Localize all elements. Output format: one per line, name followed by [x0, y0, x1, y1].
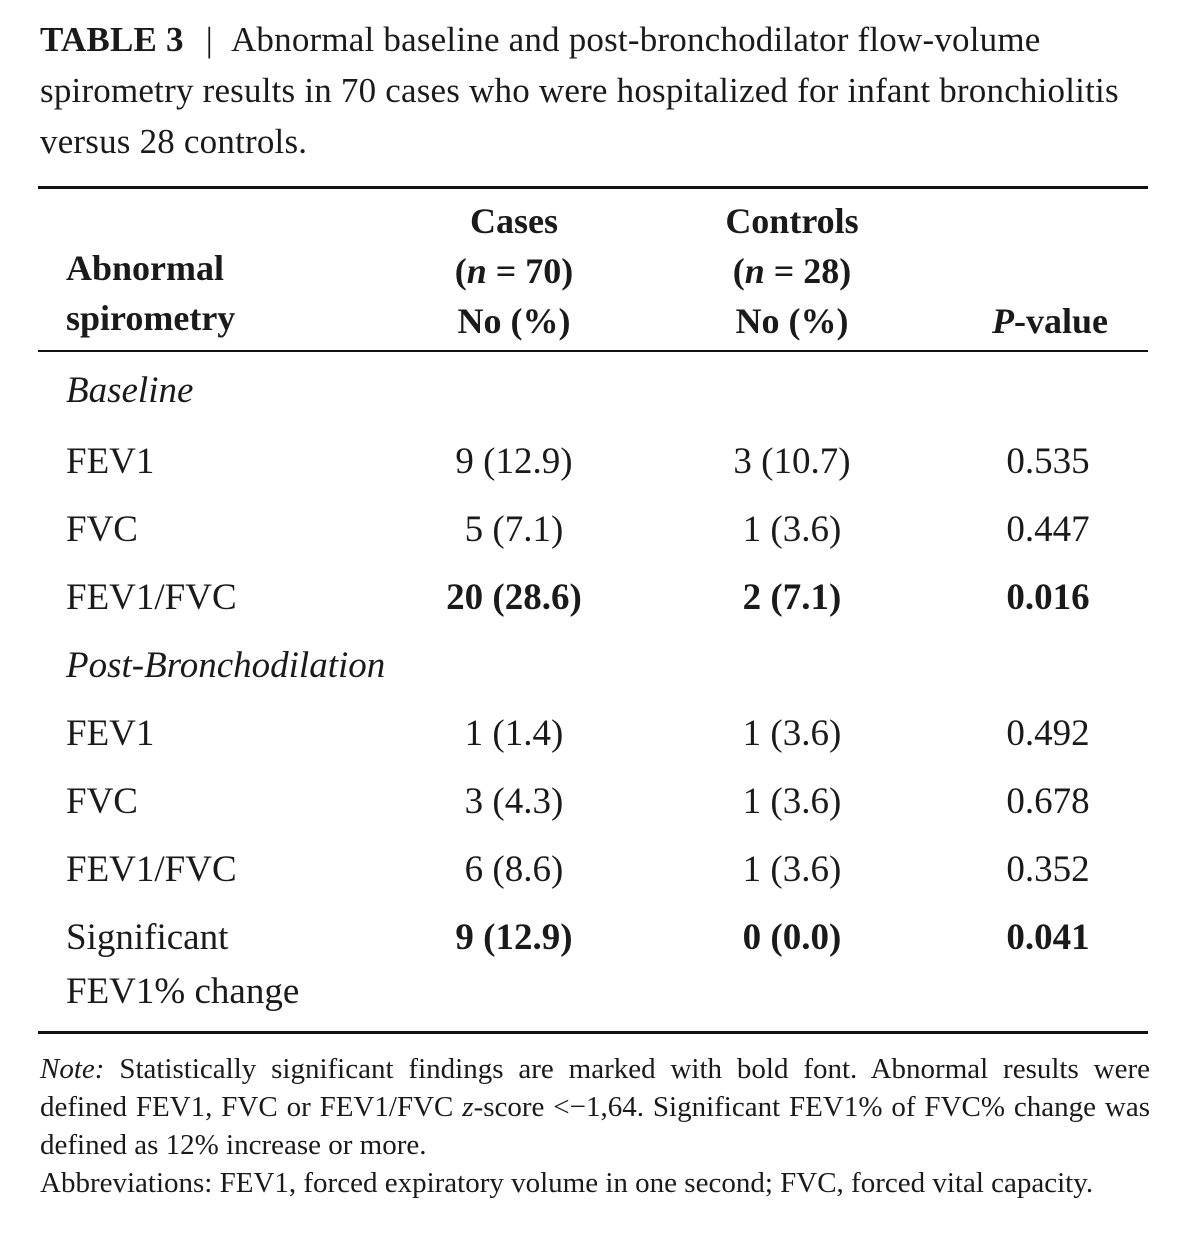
cell-controls: 1 (3.6) [742, 509, 842, 550]
header-cases-title: Cases [470, 201, 558, 241]
row-label: FEV1 [66, 441, 155, 482]
header-controls-n-value: = 28) [764, 251, 852, 291]
row-label: FEV1 [66, 713, 155, 754]
header-cases [384, 196, 644, 346]
header-p-rest: -value [1014, 301, 1108, 341]
cell-controls: 1 (3.6) [742, 849, 842, 890]
header-controls-unit: No (%) [735, 301, 849, 341]
cell-controls: 1 (3.6) [742, 713, 842, 754]
table-caption [40, 14, 1150, 167]
note-text-part2: -score <−1,64. Significant FEV1% of FVC% change was defined as 12% increase or more. [40, 1091, 1151, 1161]
header-controls-n-var: n [744, 251, 765, 291]
table-row [0, 777, 1188, 827]
section-title-baseline: Baseline [66, 370, 194, 411]
header-p-value [940, 296, 1160, 346]
table-row [0, 573, 1188, 623]
table-label: TABLE 3 [40, 20, 184, 59]
cell-p-value: 0.492 [1006, 713, 1090, 754]
cell-cases: 6 (8.6) [464, 849, 564, 890]
cell-cases: 9 (12.9) [455, 441, 573, 482]
header-controls-n: (n = 28) [732, 251, 852, 291]
table-row [0, 845, 1188, 895]
table-row [0, 505, 1188, 555]
row-label-line1: Significant [66, 917, 229, 958]
header-label-line1: Abnormal [66, 248, 225, 288]
section-title-post-bronchodilation: Post-Bronchodilation [66, 645, 386, 686]
header-cases-n: (n = 70) [454, 251, 574, 291]
table-row [0, 913, 1188, 1017]
header-cases-n-value: = 70) [486, 251, 574, 291]
cell-cases: 20 (28.6) [446, 577, 582, 618]
note-z-var: z [462, 1091, 474, 1123]
table-footnote [40, 1050, 1150, 1202]
row-label: FVC [66, 781, 138, 822]
row-label-line2: FEV1% change [66, 971, 300, 1012]
header-controls-title: Controls [725, 201, 859, 241]
header-p-italic: P [992, 301, 1014, 341]
cell-controls: 0 (0.0) [742, 917, 842, 958]
cell-controls: 3 (10.7) [733, 441, 851, 482]
cell-p-value: 0.447 [1006, 509, 1090, 550]
table-header-rule [38, 350, 1148, 352]
cell-cases: 5 (7.1) [464, 509, 564, 550]
footnote-abbreviations: Abbreviations: FEV1, forced expiratory volume in one second; FVC, forced vital capacity. [40, 1167, 1094, 1199]
caption-text: Abnormal baseline and post-bronchodilator flow-volume spirometry results in 70 cases who were hospitalized for infant bronchiolitis versus 28 controls. [40, 20, 1119, 161]
header-label-line2: spirometry [66, 298, 236, 338]
cell-p-value: 0.352 [1006, 849, 1090, 890]
header-cases-unit: No (%) [457, 301, 571, 341]
table-top-rule [38, 186, 1148, 189]
header-abnormal-spirometry [66, 243, 366, 343]
cell-p-value: 0.016 [1006, 577, 1090, 618]
cell-p-value: 0.041 [1006, 917, 1090, 958]
cell-cases: 1 (1.4) [464, 713, 564, 754]
caption-separator: | [205, 20, 213, 59]
table-bottom-rule [38, 1031, 1148, 1034]
note-text-part1: Statistically significant findings are marked with bold font. Abnormal results were defined FEV1, FVC or FEV1/FVC [40, 1053, 1150, 1123]
note-label: Note: [40, 1053, 105, 1085]
cell-controls: 2 (7.1) [742, 577, 842, 618]
footnote-note [40, 1050, 1150, 1164]
cell-cases: 9 (12.9) [455, 917, 573, 958]
cell-p-value: 0.535 [1006, 441, 1090, 482]
cell-p-value: 0.678 [1006, 781, 1090, 822]
table-row [0, 709, 1188, 759]
header-cases-n-var: n [466, 251, 487, 291]
cell-cases: 3 (4.3) [464, 781, 564, 822]
cell-controls: 1 (3.6) [742, 781, 842, 822]
row-label [66, 911, 406, 1019]
table-row [0, 437, 1188, 487]
header-controls [662, 196, 922, 346]
row-label: FEV1/FVC [66, 849, 237, 890]
row-label: FVC [66, 509, 138, 550]
row-label: FEV1/FVC [66, 577, 237, 618]
